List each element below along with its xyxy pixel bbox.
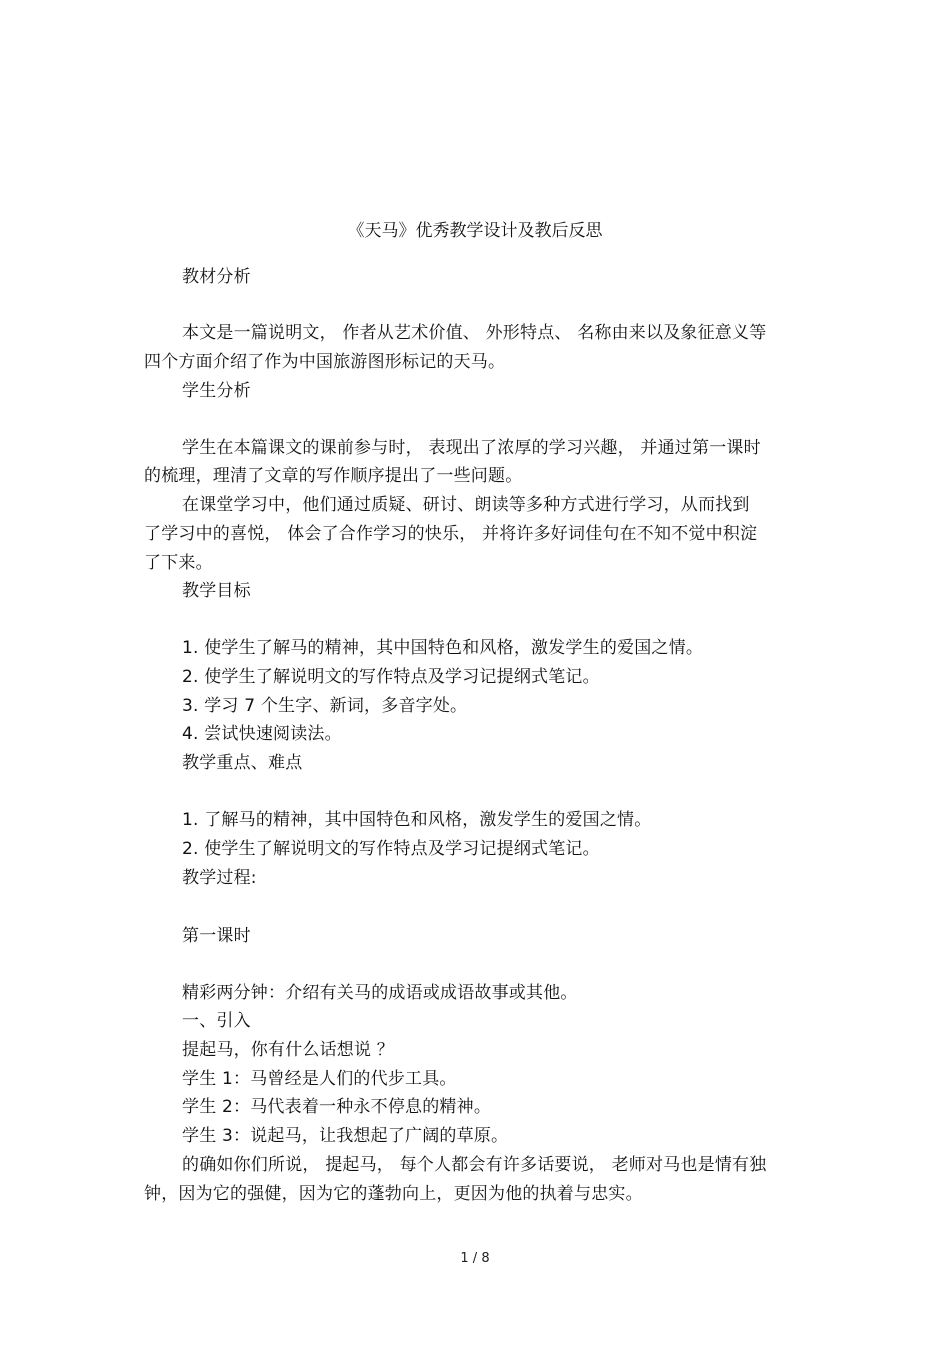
document-title: 《天马》优秀教学设计及教后反思 — [347, 221, 603, 241]
paragraph-line: 学生 3：说起马，让我想起了广阔的草原。 — [182, 1126, 509, 1146]
section-heading-material-analysis: 教材分析 — [182, 267, 251, 287]
paragraph-line: 学生 2：马代表着一种永不停息的精神。 — [182, 1097, 492, 1117]
list-item: 1. 了解马的精神，其中国特色和风格，激发学生的爱国之情。 — [182, 810, 652, 830]
list-item: 3. 学习 7 个生字、新词，多音字处。 — [182, 696, 468, 716]
page-number: 1 / 8 — [460, 1251, 490, 1266]
section-heading-key-points: 教学重点、难点 — [182, 753, 303, 773]
paragraph-line: 一、引入 — [182, 1011, 251, 1031]
paragraph-line: 的确如你们所说， 提起马， 每个人都会有许多话要说， 老师对马也是情有独 — [182, 1155, 767, 1175]
paragraph-line: 的梳理，理清了文章的写作顺序提出了一些问题。 — [144, 466, 523, 486]
list-item: 4. 尝试快速阅读法。 — [182, 724, 342, 744]
paragraph-line: 精彩两分钟：介绍有关马的成语或成语故事或其他。 — [182, 983, 578, 1003]
paragraph-line: 了学习中的喜悦， 体会了合作学习的快乐， 并将许多好词佳句在不知不觉中积淀 — [144, 524, 758, 544]
section-heading-teaching-goals: 教学目标 — [182, 581, 251, 601]
paragraph-line: 了下来。 — [144, 553, 213, 573]
list-item: 2. 使学生了解说明文的写作特点及学习记提纲式笔记。 — [182, 839, 600, 859]
list-item: 1. 使学生了解马的精神，其中国特色和风格，激发学生的爱国之情。 — [182, 638, 704, 658]
paragraph-line: 在课堂学习中，他们通过质疑、研讨、朗读等多种方式进行学习，从而找到 — [182, 495, 750, 515]
paragraph-line: 钟，因为它的强健，因为它的蓬勃向上，更因为他的执着与忠实。 — [144, 1184, 643, 1204]
paragraph-line: 本文是一篇说明文， 作者从艺术价值、 外形特点、 名称由来以及象征意义等 — [182, 323, 767, 343]
paragraph-line: 学生 1：马曾经是人们的代步工具。 — [182, 1069, 457, 1089]
paragraph-line: 四个方面介绍了作为中国旅游图形标记的天马。 — [144, 352, 506, 372]
section-heading-first-lesson: 第一课时 — [182, 926, 251, 946]
paragraph-line: 学生在本篇课文的课前参与时， 表现出了浓厚的学习兴趣， 并通过第一课时 — [182, 438, 761, 458]
list-item: 2. 使学生了解说明文的写作特点及学习记提纲式笔记。 — [182, 667, 600, 687]
paragraph-line: 提起马，你有什么话想说 ？ — [182, 1040, 395, 1060]
section-heading-student-analysis: 学生分析 — [182, 381, 251, 401]
section-heading-teaching-process: 教学过程: — [182, 868, 257, 888]
